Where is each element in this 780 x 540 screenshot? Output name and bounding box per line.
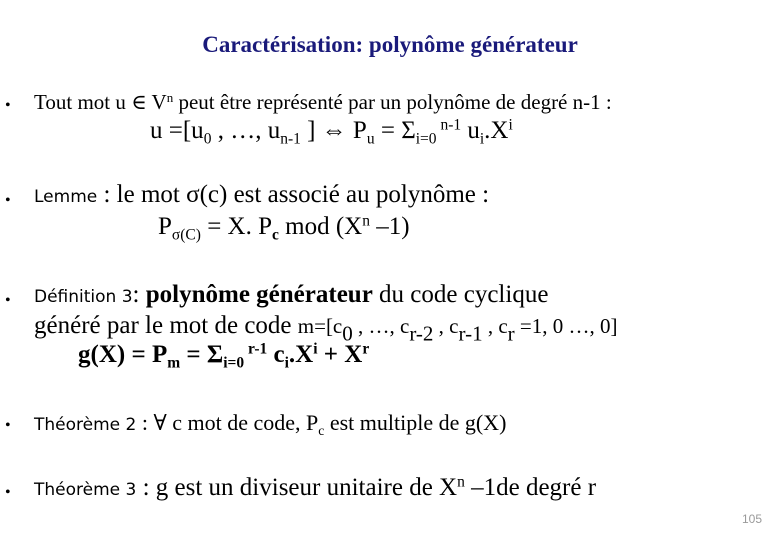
bullet-marker: • xyxy=(5,417,11,434)
bullet-3-text: Définition 3: polynôme générateur du code cyclique xyxy=(34,281,549,308)
bullet-3-line-2: généré par le mot de code $m=[c_0$ , …, $c_{r-2}$ , $c_{r-1}$ , $c_r =1$, 0 …, 0] xyxy=(34,312,618,346)
bullet-2-text: Lemme : le mot σ(c) est associé au polynôme : xyxy=(34,181,490,208)
formula-generator-polynomial: $g(X) = P_m = \Sigma_{i=0}$ $^{r-1}$ $c_i.X^i + X^r$ xyxy=(78,340,370,372)
formula-codeword-polynomial: $u =[u_0$ , …, $u_{n-1}$ ] ⇔ $P_u = \Sigma_{i=0}$ $^{n-1}$ $u_i.X^i$ xyxy=(150,116,513,148)
bullet-4-text: Théorème 2 : ∀ c mot de code, $P_c$ est multiple de g(X) xyxy=(34,410,507,438)
slide-title: Caractérisation: polynôme générateur xyxy=(202,32,578,57)
page-number: 105 xyxy=(741,512,762,526)
bullet-marker: • xyxy=(5,292,11,309)
bullet-marker: • xyxy=(5,192,11,209)
bullet-1-text: Tout mot u ∈ $V^n$ peut être représenté par un polynôme de degré n-1 : xyxy=(34,89,612,114)
formula-lemma: $P_{\sigma(C)} = X$. $P_c$ mod ($X^n$ –1) xyxy=(158,212,410,244)
bullet-marker: • xyxy=(5,484,11,501)
bullet-marker: • xyxy=(5,97,11,114)
bullet-5-text: Théorème 3 : g est un diviseur unitaire de $X^n$ –1de degré r xyxy=(34,473,597,501)
